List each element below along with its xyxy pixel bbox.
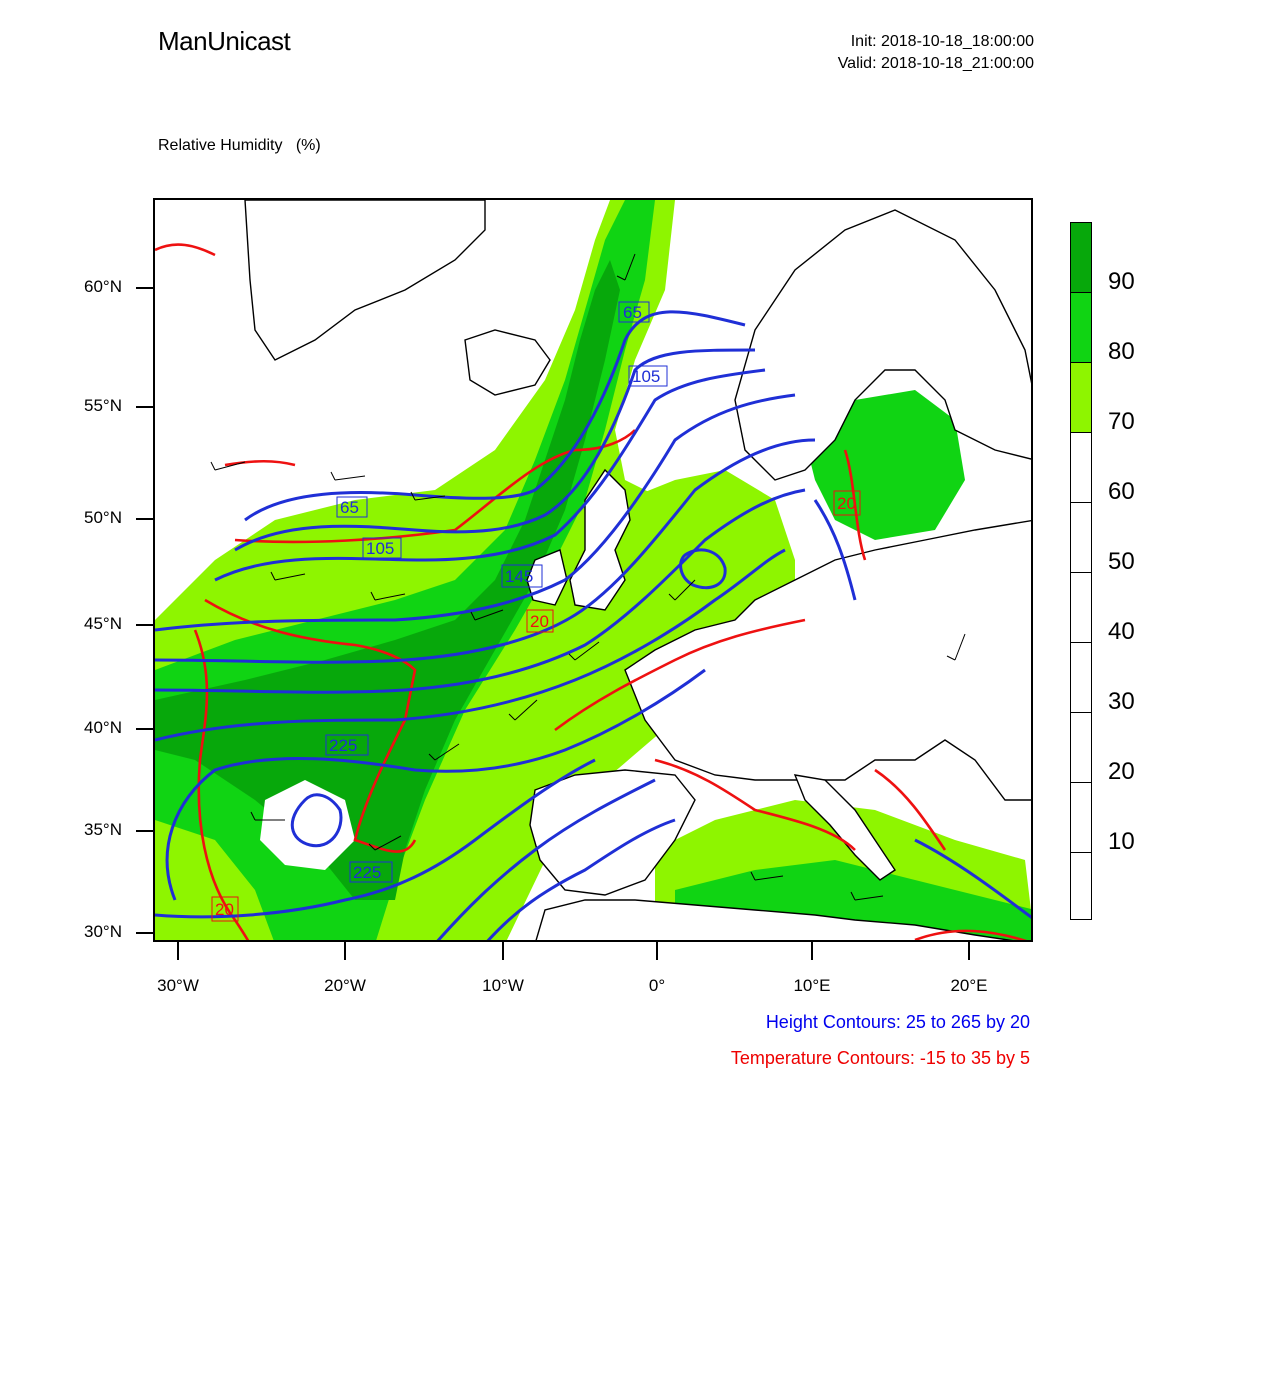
- colorbar-label: 50: [1108, 548, 1135, 575]
- lat-label-45n: 45°N: [84, 614, 122, 633]
- colorbar-label: 90: [1108, 268, 1135, 295]
- lon-tick: [968, 942, 970, 960]
- height-label: 65: [340, 498, 359, 517]
- lat-label-60n: 60°N: [84, 277, 122, 296]
- colorbar-label: 40: [1108, 618, 1135, 645]
- colorbar-box: [1071, 573, 1091, 643]
- colorbar-box: [1071, 783, 1091, 853]
- temperature-label: 20: [530, 612, 549, 631]
- colorbar-box: [1071, 853, 1091, 919]
- wind-barb: [331, 472, 365, 480]
- temp-contour: [155, 245, 215, 255]
- colorbar-box: [1071, 293, 1091, 363]
- height-label: 65: [623, 303, 642, 322]
- lat-label-30n: 30°N: [84, 922, 122, 941]
- colorbar-box: [1071, 363, 1091, 433]
- lon-label-10e: 10°E: [793, 976, 831, 995]
- colorbar-label: 60: [1108, 478, 1135, 505]
- lon-tick: [811, 942, 813, 960]
- height-label: 225: [329, 736, 358, 755]
- lat-tick: [136, 518, 153, 520]
- colorbar-box: [1071, 713, 1091, 783]
- colorbar-box: [1071, 223, 1091, 293]
- lat-tick: [136, 728, 153, 730]
- lon-tick: [502, 942, 504, 960]
- lon-label-20w: 20°W: [324, 976, 366, 995]
- field-rh: Relative Humidity (%): [158, 137, 321, 154]
- lat-tick: [136, 624, 153, 626]
- valid-time: Valid: 2018-10-18_21:00:00: [837, 55, 1034, 72]
- lon-label-0: 0°: [648, 976, 666, 995]
- lon-label-10w: 10°W: [482, 976, 524, 995]
- lat-label-40n: 40°N: [84, 718, 122, 737]
- model-title: ManUnicast: [158, 26, 291, 56]
- lat-tick: [136, 406, 153, 408]
- lat-label-55n: 55°N: [84, 396, 122, 415]
- lat-tick: [136, 287, 153, 289]
- colorbar-label: 30: [1108, 688, 1135, 715]
- rh-colorbar: [1070, 222, 1092, 920]
- lon-tick: [344, 942, 346, 960]
- colorbar-label: 70: [1108, 408, 1135, 435]
- height-label: 145: [505, 567, 534, 586]
- lat-label-50n: 50°N: [84, 508, 122, 527]
- colorbar-label: 10: [1108, 828, 1135, 855]
- lon-label-30w: 30°W: [157, 976, 199, 995]
- colorbar-box: [1071, 643, 1091, 713]
- map-canvas: [155, 200, 1033, 942]
- init-time: Init: 2018-10-18_18:00:00: [850, 33, 1034, 50]
- colorbar-label: 80: [1108, 338, 1135, 365]
- greenland: [245, 200, 485, 360]
- temperature-contour-note: Temperature Contours: -15 to 35 by 5: [730, 1048, 1030, 1068]
- height-label: 105: [632, 367, 661, 386]
- colorbar-box: [1071, 433, 1091, 503]
- colorbar-label: 20: [1108, 758, 1135, 785]
- run-times: [838, 31, 1034, 75]
- lon-tick: [177, 942, 179, 960]
- height-label: 225: [353, 863, 382, 882]
- lat-tick: [136, 932, 153, 934]
- iceland: [465, 330, 550, 395]
- height-label: 105: [366, 539, 395, 558]
- lon-tick: [656, 942, 658, 960]
- temperature-label: 20: [837, 494, 856, 513]
- colorbar-box: [1071, 503, 1091, 573]
- lon-label-20e: 20°E: [950, 976, 988, 995]
- temperature-label: 20: [215, 900, 234, 919]
- lat-label-35n: 35°N: [84, 820, 122, 839]
- lat-tick: [136, 830, 153, 832]
- map-panel: [153, 198, 1033, 942]
- height-contour-note: Height Contours: 25 to 265 by 20: [765, 1012, 1030, 1032]
